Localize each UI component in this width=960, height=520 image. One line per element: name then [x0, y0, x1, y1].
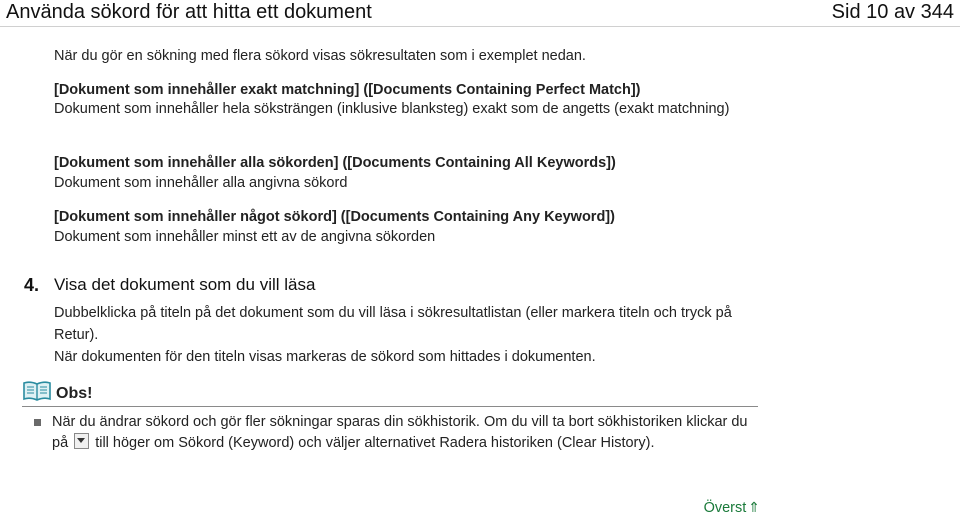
option-any-keyword-desc: Dokument som innehåller minst ett av de angivna sökorden	[54, 229, 436, 245]
back-to-top-link[interactable]	[704, 497, 760, 518]
note-text-before: När du ändrar sökord och gör fler sökningar sparas din sökhistorik. Om du vill ta bort sökhistoriken klickar du på	[52, 414, 748, 451]
page-title: Använda sökord för att hitta ett dokument	[6, 1, 372, 23]
step-paragraph-1: Dubbelklicka på titeln på det dokument som du vill läsa i sökresultatlistan (eller markera titeln och tryck på Retur).	[54, 305, 732, 343]
note-divider	[22, 406, 758, 407]
option-all-keywords-desc: Dokument som innehåller alla angivna sökord	[54, 175, 348, 191]
option-all-keywords-heading: [Dokument som innehåller alla sökorden] ([Documents Containing All Keywords])	[54, 155, 616, 171]
book-icon	[22, 380, 52, 402]
step-paragraph-2: När dokumenten för den titeln visas markeras de sökord som hittades i dokumenten.	[54, 349, 596, 365]
note-text	[52, 412, 752, 454]
dropdown-arrow-icon	[74, 433, 89, 449]
option-perfect-match-heading: [Dokument som innehåller exakt matchning] ([Documents Containing Perfect Match])	[54, 82, 641, 98]
page-header	[0, 0, 960, 27]
step-title: Visa det dokument som du vill läsa	[54, 275, 316, 294]
intro-text: När du gör en sökning med flera sökord visas sökresultaten som i exemplet nedan.	[54, 48, 586, 64]
note-text-after: till höger om Sökord (Keyword) och väljer alternativet Radera historiken (Clear History).	[95, 435, 655, 451]
note-label: Obs!	[56, 385, 93, 402]
page-number: Sid 10 av 344	[831, 1, 954, 23]
up-arrow-icon: ⇑	[748, 499, 760, 515]
option-any-keyword-heading: [Dokument som innehåller något sökord] ([Documents Containing Any Keyword])	[54, 209, 615, 225]
bullet-icon	[34, 419, 41, 426]
option-perfect-match-desc: Dokument som innehåller hela söksträngen (inklusive blanksteg) exakt som de angetts (exakt matchning)	[54, 101, 730, 117]
back-to-top-label: Överst	[703, 500, 747, 516]
step-number: 4.	[24, 275, 40, 295]
